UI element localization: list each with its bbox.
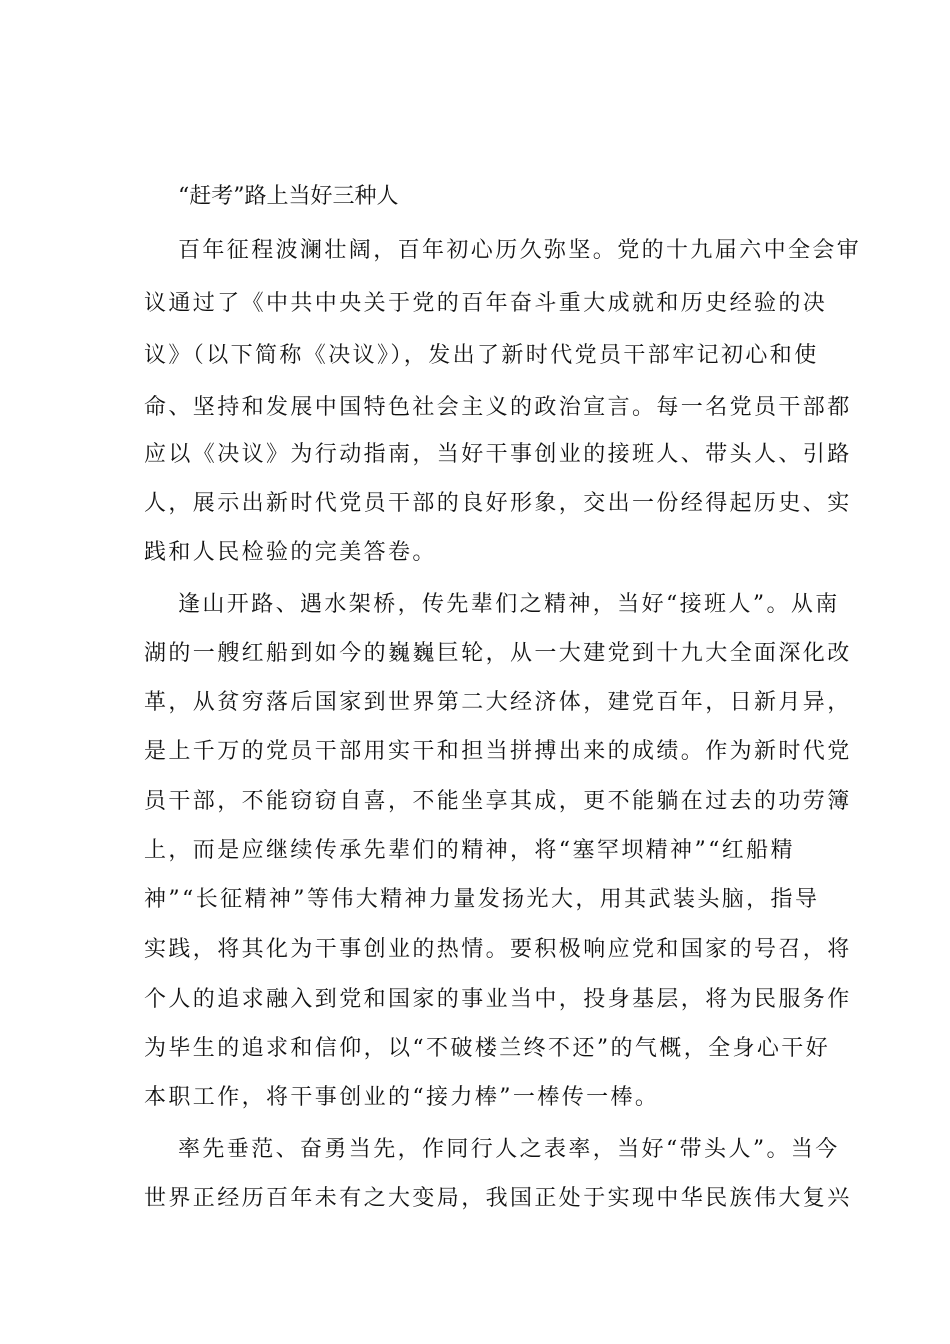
paragraph-2-line-10: 为毕生的追求和信仰，以“不破楼兰终不还”的气概，全身心干好 bbox=[144, 1036, 831, 1061]
paragraph-1-line-6: 人，展示出新时代党员干部的良好形象，交出一份经得起历史、实 bbox=[144, 491, 852, 516]
paragraph-2-line-7: 神”“长征精神”等伟大精神力量发扬光大，用其武装头脑，指导 bbox=[144, 887, 820, 912]
paragraph-3-line-1: 率先垂范、奋勇当先，作同行人之表率，当好“带头人”。当今 bbox=[178, 1137, 840, 1162]
paragraph-1-line-3: 议》（以下简称《决议》），发出了新时代党员干部牢记初心和使 bbox=[144, 343, 819, 368]
paragraph-2-line-6: 上，而是应继续传承先辈们的精神，将“塞罕坝精神”“红船精 bbox=[144, 838, 795, 863]
paragraph-1-line-5: 应以《决议》为行动指南，当好干事创业的接班人、带头人、引路 bbox=[144, 442, 852, 467]
paragraph-2-line-1: 逢山开路、遇水架桥，传先辈们之精神，当好“接班人”。从南 bbox=[178, 592, 840, 617]
paragraph-1-line-4: 命、坚持和发展中国特色社会主义的政治宣言。每一名党员干部都 bbox=[144, 395, 852, 420]
paragraph-1-line-1: 百年征程波澜壮阔，百年初心历久弥坚。党的十九届六中全会审 bbox=[178, 238, 862, 263]
paragraph-2-line-9: 个人的追求融入到党和国家的事业当中，投身基层，将为民服务作 bbox=[144, 987, 852, 1012]
paragraph-2-line-2: 湖的一艘红船到如今的巍巍巨轮，从一大建党到十九大全面深化改 bbox=[144, 641, 852, 666]
paragraph-3-line-2: 世界正经历百年未有之大变局，我国正处于实现中华民族伟大复兴 bbox=[144, 1186, 852, 1211]
document-title: “赶考”路上当好三种人 bbox=[178, 184, 399, 209]
paragraph-1-line-2: 议通过了《中共中央关于党的百年奋斗重大成就和历史经验的决 bbox=[144, 291, 828, 316]
paragraph-2-line-11: 本职工作，将干事创业的“接力棒”一棒传一棒。 bbox=[144, 1085, 660, 1110]
paragraph-2-line-8: 实践，将其化为干事创业的热情。要积极响应党和国家的号召，将 bbox=[144, 937, 852, 962]
paragraph-2-line-5: 员干部，不能窃窃自喜，不能坐享其成，更不能躺在过去的功劳簿 bbox=[144, 789, 852, 814]
paragraph-2-line-4: 是上千万的党员干部用实干和担当拼搏出来的成绩。作为新时代党 bbox=[144, 739, 852, 764]
paragraph-1-line-7: 践和人民检验的完美答卷。 bbox=[144, 540, 437, 565]
paragraph-2-line-3: 革，从贫穷落后国家到世界第二大经济体，建党百年，日新月异， bbox=[144, 690, 852, 715]
